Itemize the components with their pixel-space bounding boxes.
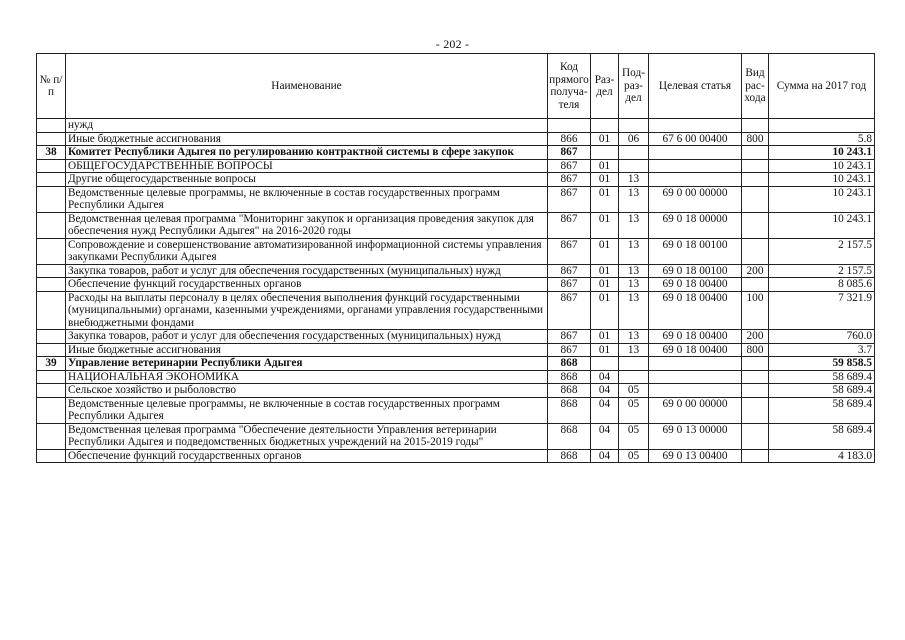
- row-kind: [742, 423, 769, 449]
- table-row: [37, 132, 875, 146]
- row-subsection: 05: [619, 449, 649, 463]
- row-subsection: 05: [619, 423, 649, 449]
- row-section: [591, 146, 619, 160]
- row-section: 01: [591, 264, 619, 278]
- row-section: 01: [591, 132, 619, 146]
- row-section: [591, 357, 619, 371]
- row-number: [37, 173, 66, 187]
- row-subsection: 13: [619, 212, 649, 238]
- table-row: [37, 449, 875, 463]
- row-code: 868: [548, 449, 591, 463]
- table-row: [37, 330, 875, 344]
- row-amount: 10 243.1: [769, 159, 875, 173]
- table-row: [37, 264, 875, 278]
- row-subsection: 13: [619, 238, 649, 264]
- row-target: [649, 159, 742, 173]
- row-number: [37, 119, 66, 133]
- row-target: [649, 384, 742, 398]
- row-number: [37, 212, 66, 238]
- row-kind: 800: [742, 343, 769, 357]
- row-target: 69 0 00 00000: [649, 186, 742, 212]
- table-row: [37, 291, 875, 330]
- row-section: 01: [591, 278, 619, 292]
- row-kind: [742, 146, 769, 160]
- row-name: Обеспечение функций государственных органов: [66, 278, 548, 292]
- row-subsection: 13: [619, 173, 649, 187]
- row-code: 867: [548, 238, 591, 264]
- row-section: 01: [591, 186, 619, 212]
- row-target: 69 0 18 00400: [649, 343, 742, 357]
- row-number: [37, 264, 66, 278]
- row-target: 69 0 18 00000: [649, 212, 742, 238]
- row-amount: 10 243.1: [769, 212, 875, 238]
- table-row: [37, 238, 875, 264]
- col-header-target: Целевая статья: [649, 54, 742, 119]
- row-kind: 100: [742, 291, 769, 330]
- row-subsection: [619, 119, 649, 133]
- row-amount: 3.7: [769, 343, 875, 357]
- table-row: [37, 212, 875, 238]
- col-header-kind: Вид рас-хода: [742, 54, 769, 119]
- row-code: 866: [548, 132, 591, 146]
- row-section: 01: [591, 291, 619, 330]
- col-header-section: Раз-дел: [591, 54, 619, 119]
- table-row: [37, 186, 875, 212]
- row-number: [37, 238, 66, 264]
- row-number: [37, 159, 66, 173]
- col-header-amount: Сумма на 2017 год: [769, 54, 875, 119]
- row-subsection: [619, 146, 649, 160]
- row-subsection: 13: [619, 291, 649, 330]
- row-target: 69 0 18 00100: [649, 238, 742, 264]
- budget-table: [36, 53, 875, 463]
- row-kind: [742, 384, 769, 398]
- row-code: 867: [548, 159, 591, 173]
- row-target: 69 0 00 00000: [649, 397, 742, 423]
- row-subsection: 13: [619, 330, 649, 344]
- row-kind: [742, 278, 769, 292]
- row-code: 868: [548, 357, 591, 371]
- row-subsection: 05: [619, 397, 649, 423]
- row-target: 69 0 18 00400: [649, 330, 742, 344]
- row-name: Управление ветеринарии Республики Адыгея: [66, 357, 548, 371]
- row-section: 01: [591, 330, 619, 344]
- row-number: 38: [37, 146, 66, 160]
- row-code: 868: [548, 384, 591, 398]
- table-row: [37, 343, 875, 357]
- row-target: [649, 357, 742, 371]
- row-name: Расходы на выплаты персоналу в целях обеспечения выполнения функций государственными (муниципальными) органами, казенными учреждениями, органами управления государственными внебюджетными фондами: [66, 291, 548, 330]
- row-code: 867: [548, 330, 591, 344]
- row-name: Иные бюджетные ассигнования: [66, 343, 548, 357]
- row-number: [37, 330, 66, 344]
- table-row: [37, 119, 875, 133]
- row-subsection: 06: [619, 132, 649, 146]
- col-header-num: № п/п: [37, 54, 66, 119]
- row-code: 867: [548, 146, 591, 160]
- row-name: Ведомственные целевые программы, не включенные в состав государственных программ Республики Адыгея: [66, 186, 548, 212]
- row-kind: [742, 186, 769, 212]
- row-kind: [742, 449, 769, 463]
- row-code: 868: [548, 397, 591, 423]
- row-subsection: 13: [619, 186, 649, 212]
- row-code: 867: [548, 291, 591, 330]
- row-number: [37, 370, 66, 384]
- row-number: [37, 186, 66, 212]
- row-amount: 2 157.5: [769, 264, 875, 278]
- row-target: [649, 146, 742, 160]
- row-name: Сельское хозяйство и рыболовство: [66, 384, 548, 398]
- row-section: 04: [591, 449, 619, 463]
- row-code: 867: [548, 278, 591, 292]
- row-amount: 59 858.5: [769, 357, 875, 371]
- row-target: 67 6 00 00400: [649, 132, 742, 146]
- row-name: нужд: [66, 119, 548, 133]
- row-section: 04: [591, 370, 619, 384]
- row-number: [37, 397, 66, 423]
- row-amount: 58 689.4: [769, 397, 875, 423]
- row-target: 69 0 18 00400: [649, 278, 742, 292]
- row-target: [649, 370, 742, 384]
- row-code: 867: [548, 212, 591, 238]
- row-name: Закупка товаров, работ и услуг для обеспечения государственных (муниципальных) нужд: [66, 330, 548, 344]
- row-kind: [742, 159, 769, 173]
- row-code: 868: [548, 423, 591, 449]
- row-number: [37, 278, 66, 292]
- row-kind: 200: [742, 264, 769, 278]
- row-kind: 200: [742, 330, 769, 344]
- row-amount: 5.8: [769, 132, 875, 146]
- row-target: [649, 173, 742, 187]
- row-subsection: 13: [619, 343, 649, 357]
- row-kind: [742, 238, 769, 264]
- row-amount: 760.0: [769, 330, 875, 344]
- row-section: 01: [591, 173, 619, 187]
- row-amount: 2 157.5: [769, 238, 875, 264]
- row-subsection: 13: [619, 264, 649, 278]
- table-row: [37, 384, 875, 398]
- table-row: [37, 357, 875, 371]
- col-header-code: Код прямого получа-теля: [548, 54, 591, 119]
- row-kind: [742, 357, 769, 371]
- col-header-subsection: Под-раз-дел: [619, 54, 649, 119]
- row-amount: 8 085.6: [769, 278, 875, 292]
- row-section: 04: [591, 384, 619, 398]
- row-target: 69 0 13 00000: [649, 423, 742, 449]
- row-amount: [769, 119, 875, 133]
- row-amount: 58 689.4: [769, 423, 875, 449]
- row-target: 69 0 18 00400: [649, 291, 742, 330]
- row-amount: 10 243.1: [769, 186, 875, 212]
- row-subsection: [619, 159, 649, 173]
- row-target: [649, 119, 742, 133]
- table-row: [37, 159, 875, 173]
- row-kind: [742, 212, 769, 238]
- row-name: Обеспечение функций государственных органов: [66, 449, 548, 463]
- row-kind: [742, 119, 769, 133]
- row-name: Иные бюджетные ассигнования: [66, 132, 548, 146]
- row-code: 867: [548, 173, 591, 187]
- table-row: [37, 397, 875, 423]
- row-code: 867: [548, 186, 591, 212]
- row-subsection: [619, 357, 649, 371]
- row-kind: 800: [742, 132, 769, 146]
- row-amount: 4 183.0: [769, 449, 875, 463]
- table-header: [37, 54, 875, 119]
- row-name: Закупка товаров, работ и услуг для обеспечения государственных (муниципальных) нужд: [66, 264, 548, 278]
- row-code: 867: [548, 343, 591, 357]
- table-row: [37, 173, 875, 187]
- row-section: [591, 119, 619, 133]
- row-code: [548, 119, 591, 133]
- row-kind: [742, 397, 769, 423]
- row-subsection: [619, 370, 649, 384]
- row-amount: 10 243.1: [769, 173, 875, 187]
- row-kind: [742, 173, 769, 187]
- row-name: НАЦИОНАЛЬНАЯ ЭКОНОМИКА: [66, 370, 548, 384]
- row-name: Ведомственная целевая программа "Обеспечение деятельности Управления ветеринарии Республики Адыгея и подведомственных бюджетных учреждений на 2015-2019 годы": [66, 423, 548, 449]
- row-amount: 58 689.4: [769, 370, 875, 384]
- row-name: ОБЩЕГОСУДАРСТВЕННЫЕ ВОПРОСЫ: [66, 159, 548, 173]
- row-section: 04: [591, 423, 619, 449]
- row-name: Сопровождение и совершенствование автоматизированной информационной системы управления закупками Республики Адыгея: [66, 238, 548, 264]
- page-number: - 202 -: [435, 37, 470, 51]
- row-subsection: 13: [619, 278, 649, 292]
- col-header-name: Наименование: [66, 54, 548, 119]
- row-number: 39: [37, 357, 66, 371]
- row-name: Ведомственные целевые программы, не включенные в состав государственных программ Республики Адыгея: [66, 397, 548, 423]
- row-number: [37, 449, 66, 463]
- row-target: 69 0 18 00100: [649, 264, 742, 278]
- row-amount: 10 243.1: [769, 146, 875, 160]
- row-target: 69 0 13 00400: [649, 449, 742, 463]
- table-row: [37, 423, 875, 449]
- row-section: 01: [591, 238, 619, 264]
- row-subsection: 05: [619, 384, 649, 398]
- row-number: [37, 343, 66, 357]
- row-code: 867: [548, 264, 591, 278]
- row-name: Ведомственная целевая программа "Мониторинг закупок и организация проведения закупок для обеспечения нужд Республики Адыгея" на 2016-2020 годы: [66, 212, 548, 238]
- row-number: [37, 423, 66, 449]
- row-amount: 7 321.9: [769, 291, 875, 330]
- row-kind: [742, 370, 769, 384]
- table-row: [37, 146, 875, 160]
- row-number: [37, 291, 66, 330]
- row-name: Комитет Республики Адыгея по регулированию контрактной системы в сфере закупок: [66, 146, 548, 160]
- table-row: [37, 370, 875, 384]
- table-row: [37, 278, 875, 292]
- row-number: [37, 132, 66, 146]
- row-section: 01: [591, 159, 619, 173]
- row-section: 01: [591, 343, 619, 357]
- row-code: 868: [548, 370, 591, 384]
- row-amount: 58 689.4: [769, 384, 875, 398]
- row-section: 01: [591, 212, 619, 238]
- row-section: 04: [591, 397, 619, 423]
- table-body: [37, 119, 875, 463]
- row-name: Другие общегосударственные вопросы: [66, 173, 548, 187]
- row-number: [37, 384, 66, 398]
